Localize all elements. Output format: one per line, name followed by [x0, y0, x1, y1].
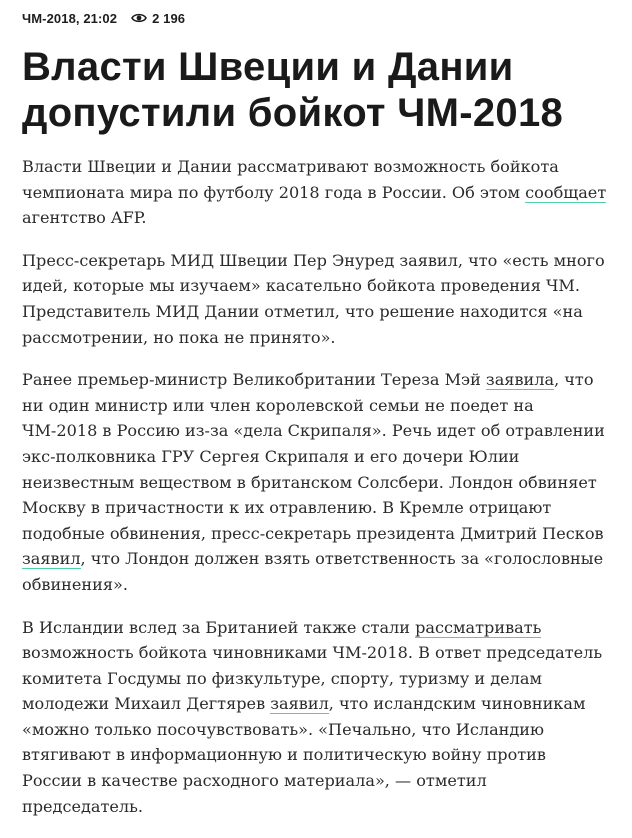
- article-meta: [22, 6, 610, 30]
- text: , что исландским чиновникам «можно только посочувствовать». «Печально, что Исландию втягивают в информационную и политическую войну против России в качестве расходного материала», — отметил председатель.: [22, 694, 586, 816]
- article-body: [22, 154, 610, 819]
- text: В Исландии вслед за Британией также стали: [22, 617, 416, 637]
- text: , что ни один министр или член королевской семьи не поедет на ЧМ-2018 в Россию из-за «дела Скрипаля». Речь идет об отравлении экс-полковника ГРУ Сергея Скрипаля и его дочери Юлии неизвестным веществом в британском Солсбери. Лондон обвиняет Москву в причастности к их отравлению. В Кремле отрицают подобные обвинения, пресс-секретарь президента Дмитрий Песков: [22, 370, 605, 543]
- source-link[interactable]: рассматривать: [415, 617, 542, 637]
- text: агентство AFP.: [22, 208, 147, 228]
- paragraph: [22, 367, 610, 597]
- text: Ранее премьер-министр Великобритании Тереза Мэй: [22, 370, 486, 390]
- paragraph: [22, 615, 610, 820]
- view-counter: [131, 11, 185, 26]
- source-link[interactable]: заявил: [22, 549, 81, 569]
- eye-icon: [131, 12, 147, 24]
- paragraph: [22, 154, 610, 231]
- source-link[interactable]: заявила: [485, 370, 555, 390]
- text: возможность бойкота чиновниками ЧМ-2018. В ответ председатель комитета Госдумы по физкультуре, спорту, туризму и делам молодежи Михаил Дегтярев: [22, 643, 603, 714]
- article-title: Власти Швеции и Дании допустили бойкот ЧМ-2018: [22, 45, 564, 135]
- source-link[interactable]: заявил: [270, 694, 329, 714]
- text: , что Лондон должен взять ответственность за «голословные обвинения».: [22, 549, 604, 594]
- text: Власти Швеции и Дании рассматривают возможность бойкота чемпионата мира по футболу 2018 года в России. Об этом: [22, 157, 559, 202]
- source-link[interactable]: сообщает: [525, 182, 607, 202]
- dateline: ЧМ-2018, 21:02: [22, 10, 118, 26]
- view-count: 2 196: [152, 10, 186, 26]
- paragraph: Пресс-секретарь МИД Швеции Пер Энуред заявил, что «есть много идей, которые мы изучаем» касательно бойкота проведения ЧМ. Представитель МИД Дании отметил, что решение находится «на рассмотрении, но пока не принято».: [22, 250, 605, 347]
